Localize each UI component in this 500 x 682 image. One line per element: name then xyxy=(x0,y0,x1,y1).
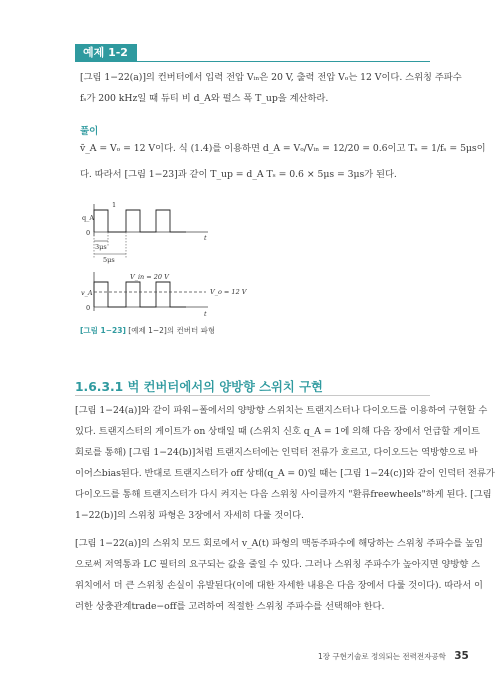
para2-line-3: 위치에서 더 큰 스위칭 손실이 유발된다(이에 대한 자세한 내용은 다음 장에서 다룰 것이다). 따라서 이 xyxy=(75,580,483,591)
para1-line-6: 1−22(b)]의 스위칭 파형은 3장에서 자세히 다룰 것이다. xyxy=(75,510,304,521)
va-pulse-train xyxy=(94,282,186,307)
para1-line-4: 이어스bias된다. 반대로 트랜지스터가 off 상태(q_A = 0)일 때는 [그림 1−24(c)]와 같이 인덕터 전류가 xyxy=(75,468,495,479)
va-waveform xyxy=(81,272,248,318)
para1-line-2: 있다. 트랜지스터의 게이트가 on 상태일 때 (스위치 신호 q_A = 1에 의해 다음 장에서 언급할 게이트 xyxy=(75,426,480,437)
figure-caption-text: [예제 1−2]의 컨버터 파형 xyxy=(128,326,216,335)
para1-line-1: [그림 1−24(a)]와 같이 파워−폴에서의 양방향 스위치는 트랜지스터나 다이오드를 이용하여 구현할 수 xyxy=(75,405,488,416)
section-rule xyxy=(75,395,430,396)
va-label: v_A xyxy=(81,289,93,297)
section-title: 1.6.3.1 벅 컨버터에서의 양방향 스위치 구현 xyxy=(75,380,323,394)
vin-label: V_in = 20 V xyxy=(130,273,169,281)
para2-line-1: [그림 1−22(a)]의 스위치 모드 회로에서 v_A(t) 파형의 맥동주파수에 해당하는 스위칭 주파수를 높임 xyxy=(75,538,484,549)
page-number: 35 xyxy=(454,650,469,662)
para2-line-2: 으로써 저역통과 LC 필터의 요구되는 값을 줄일 수 있다. 그러나 스위칭 주파수가 높아지면 양방향 스 xyxy=(75,559,481,570)
va-zero-label: 0 xyxy=(86,304,91,312)
footer-chapter: 1장 구현기술로 정의되는 전력전자공학 xyxy=(318,652,446,661)
figure-caption xyxy=(80,325,215,336)
dim-3us-label: 3μs xyxy=(95,243,107,251)
solution-label: 풀이 xyxy=(80,126,99,137)
example-line-1: [그림 1−22(a)]의 컨버터에서 입력 전압 Vᵢₙ은 20 V, 출력 전압 Vₒ는 12 V이다. 스위칭 주파수 xyxy=(80,72,462,83)
qa-t-label: t xyxy=(204,234,207,242)
page-footer xyxy=(318,650,469,662)
qa-waveform xyxy=(82,201,208,264)
para1-line-5: 다이오드를 통해 트랜지스터가 다시 켜지는 다음 스위칭 사이클까지 "환류freewheels"하게 된다. [그림 xyxy=(75,489,492,500)
example-line-2: fₛ가 200 kHz일 때 듀티 비 d_A와 펄스 폭 T_up을 계산하라. xyxy=(80,93,329,104)
dim-5us-label: 5μs xyxy=(103,256,115,264)
qa-zero-label: 0 xyxy=(86,229,91,237)
para2-line-4: 러한 상충관계trade−off를 고려하여 적절한 스위칭 주파수를 선택해야 한다. xyxy=(75,601,385,612)
solution-line-2: 다. 따라서 [그림 1−23]과 같이 T_up = d_A Tₛ = 0.6 × 5μs = 3μs가 된다. xyxy=(80,169,397,180)
va-t-label: t xyxy=(204,310,207,318)
para1-line-3: 회로를 통해) [그림 1−24(b)]처럼 트랜지스터에는 인덕터 전류가 흐르고, 다이오드는 역방향으로 바 xyxy=(75,447,478,458)
waveform-figure xyxy=(78,196,338,324)
example-tag: 예제 1-2 xyxy=(75,44,137,62)
example-rule xyxy=(75,61,430,62)
solution-line-1: v̄_A = Vₒ = 12 V이다. 식 (1.4)를 이용하면 d_A = Vₒ/Vᵢₙ = 12/20 = 0.6이고 Tₛ = 1/fₛ = 5μs이 xyxy=(80,143,486,154)
qa-pulse-train xyxy=(94,210,186,232)
figure-caption-label: [그림 1−23] xyxy=(80,326,126,335)
qa-one-label: 1 xyxy=(112,201,117,209)
vo-label: V_o = 12 V xyxy=(210,288,247,296)
qa-label: q_A xyxy=(82,214,95,222)
